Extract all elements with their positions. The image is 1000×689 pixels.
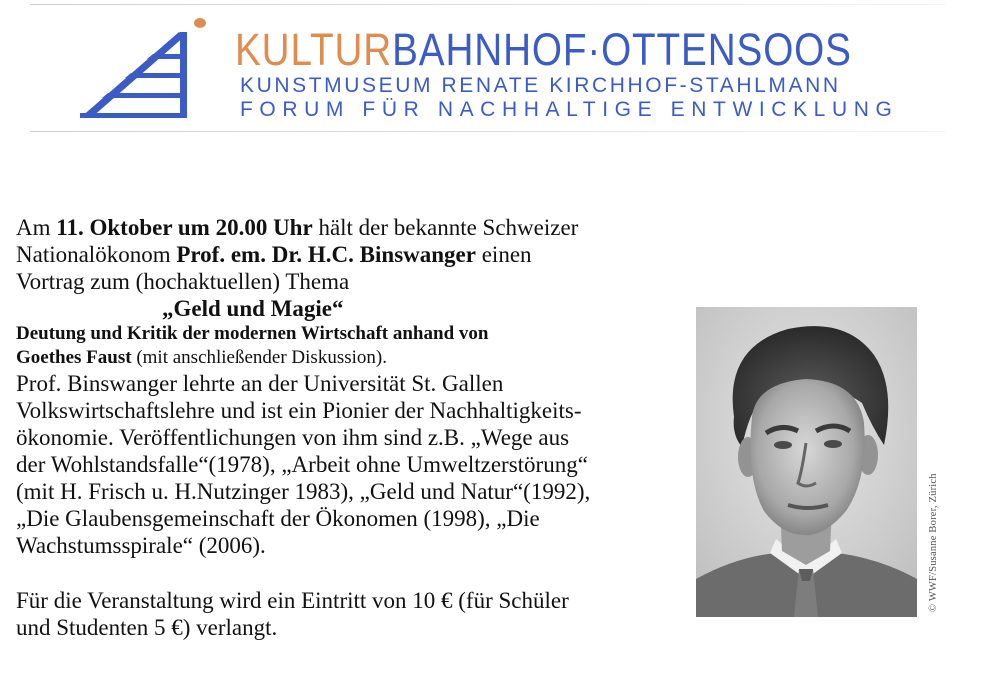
bio-line: (mit H. Frisch u. H.Nutzinger 1983), „Geld und Natur“(1992),: [16, 479, 591, 504]
bio-line: „Die Glaubensgemeinschaft der Ökonomen (1998), „Die: [16, 506, 540, 531]
brand-name: [235, 25, 852, 75]
intro-line-2: Nationalökonom Prof. em. Dr. H.C. Binswanger einen: [16, 242, 532, 267]
lecture-subtitle-1: Deutung und Kritik der modernen Wirtschaft anhand von: [16, 323, 489, 344]
announcement-text: [16, 214, 676, 641]
fee-line-1: Für die Veranstaltung wird ein Eintritt von 10 € (für Schüler: [16, 588, 569, 613]
bio-line: Prof. Binswanger lehrte an der Universität St. Gallen: [16, 371, 504, 396]
bio-line: der Wohlstandsfalle“(1978), „Arbeit ohne Umweltzerstörung“: [16, 452, 588, 477]
bio-line: ökonomie. Veröffentlichungen von ihm sind z.B. „Wege aus: [16, 425, 570, 450]
fee-line-2: und Studenten 5 €) verlangt.: [16, 615, 278, 640]
museum-subtitle: KUNSTMUSEUM RENATE KIRCHHOF-STAHLMANN: [240, 74, 841, 97]
bio-line: Wachstumsspirale“ (2006).: [16, 533, 266, 558]
intro-line-3: Vortrag zum (hochaktuellen) Thema: [16, 269, 350, 294]
speaker-name: Prof. em. Dr. H.C. Binswanger: [176, 242, 476, 267]
lecture-subtitle-2: Goethes Faust (mit anschließender Diskussion).: [16, 347, 387, 368]
photo-credit: © WWF/Susanne Borer, Zürich: [928, 473, 939, 612]
portrait-image: [696, 307, 917, 617]
intro-line-1: Am 11. Oktober um 20.00 Uhr hält der bekannte Schweizer: [16, 215, 579, 240]
header-logo: [0, 0, 1000, 135]
brand-bahnhof-ottensoos: BAHNHOF·OTTENSOOS: [392, 24, 852, 75]
lecture-title: „Geld und Magie“: [162, 296, 344, 321]
event-date: 11. Oktober um 20.00 Uhr: [56, 215, 313, 240]
spacer: [16, 559, 676, 587]
bio-line: Volkswirtschaftslehre und ist ein Pionier der Nachhaltigkeits-: [16, 398, 582, 423]
forum-subtitle: FORUM FÜR NACHHALTIGE ENTWICKLUNG: [240, 98, 899, 121]
brand-kultur: KULTUR: [235, 24, 393, 75]
stairs-and-dot-logo-icon: [75, 12, 215, 124]
speaker-portrait: [696, 307, 917, 617]
header-bottom-rule: [30, 131, 945, 132]
